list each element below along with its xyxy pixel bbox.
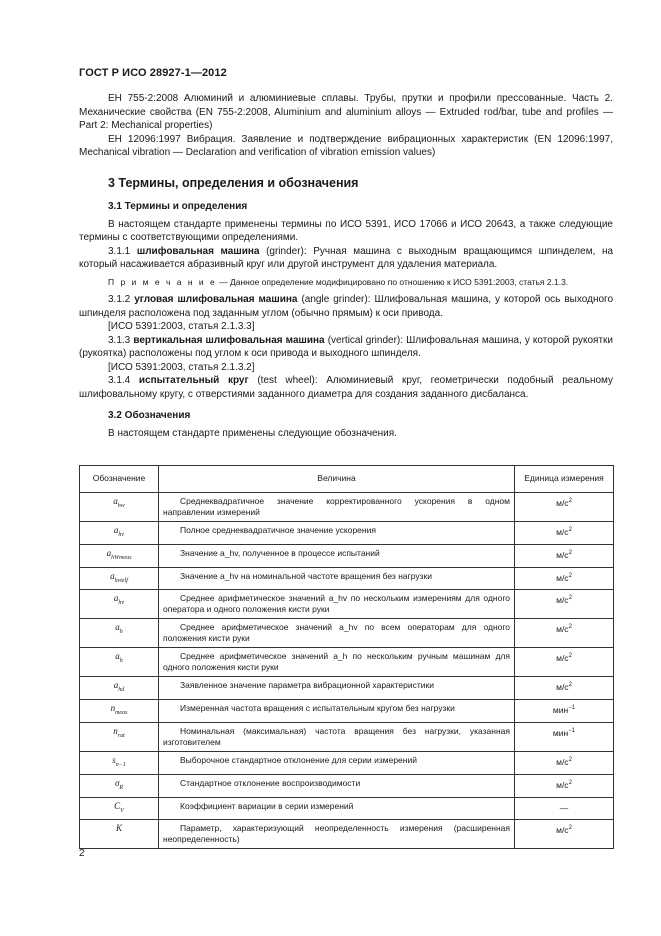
table-row [80, 700, 614, 723]
unit-cell: $м/с^2$ [515, 522, 614, 545]
unit-cell: $м/с^2$ [515, 774, 614, 797]
quantity-cell: Среднее арифметическое значений a_hv по нескольким измерениям для одного оператора и одного положения кисти руки [159, 590, 515, 619]
page-header: ГОСТ Р ИСО 28927-1—2012 [79, 67, 227, 79]
table-row [80, 648, 614, 677]
term-name: шлифовальная машина [136, 245, 260, 257]
table-row [80, 820, 614, 849]
table-row [80, 751, 614, 774]
document-body [79, 92, 613, 440]
symbols-table [79, 465, 614, 849]
table-row [80, 590, 614, 619]
symbol-cell: $a_{hvtelf}$ [80, 567, 159, 590]
term-name: угловая шлифовальная машина [134, 294, 298, 305]
quantity-cell: Среднее арифметическое значений a_hv по всем операторам для одного положения кисти руки [159, 619, 515, 648]
table-row [80, 774, 614, 797]
unit-cell: $м/с^2$ [515, 544, 614, 567]
term-3-1-4: 3.1.4 испытательный круг (test wheel): Алюминиевый круг, геометрически подобный реальному шлифовальному кругу, с отверстиями заданного диаметра для создания заданного дисбаланса. [79, 375, 614, 400]
unit-cell: мин$^{-1}$ [515, 722, 614, 751]
quantity-cell: Заявленное значение параметра вибрационной характеристики [159, 677, 515, 700]
symbol-cell: $a_{hv}$ [80, 590, 159, 619]
table-row [80, 567, 614, 590]
section-3-2-title: 3.2 Обозначения [108, 410, 191, 421]
section-3-1-intro: В настоящем стандарте применены термины по ИСО 5391, ИСО 17066 и ИСО 20643, а также следующие термины с соответствующими определениями. [79, 218, 613, 243]
unit-cell: $м/с^2$ [515, 619, 614, 648]
unit-cell: $м/с^2$ [515, 677, 614, 700]
symbol-cell: $s_{n-1}$ [80, 751, 159, 774]
table-row [80, 544, 614, 567]
header-unit: Единица измерения [515, 466, 614, 493]
section-3-1-title: 3.1 Термины и определения [108, 201, 248, 212]
quantity-cell: Полное среднеквадратичное значение ускорения [159, 522, 515, 545]
section-3-2-intro: В настоящем стандарте применены следующие обозначения. [108, 427, 397, 439]
symbol-cell: $a_h$ [80, 619, 159, 648]
symbol-cell: $a_{hv}$ [80, 522, 159, 545]
quantity-cell: Среднеквадратичное значение корректированного ускорения в одном направлении измерений [159, 493, 515, 522]
reference-en12096: ЕН 12096:1997 Вибрация. Заявление и подтверждение вибрационных характеристик (EN 12096:1997, Mechanical vibration — Declaration and verification of vibration emission values) [79, 133, 613, 158]
symbol-cell: K [80, 820, 159, 849]
quantity-cell: Параметр, характеризующий неопределенность измерения (расширенная неопределенность) [159, 820, 515, 849]
term-3-1-3-ref: [ИСО 5391:2003, статья 2.1.3.2] [108, 361, 255, 373]
table-row [80, 722, 614, 751]
page-number: 2 [79, 848, 85, 859]
unit-cell: $м/с^2$ [515, 590, 614, 619]
unit-cell: $м/с^2$ [515, 648, 614, 677]
quantity-cell: Значение a_hv, полученное в процессе испытаний [159, 544, 515, 567]
reference-en755: ЕН 755-2:2008 Алюминий и алюминиевые сплавы. Трубы, прутки и профили прессованные. Часть 2. Механические свойства (EN 755-2:2008, Aluminium and aluminium alloys — Extruded rod/bar, tube and profiles — Part 2: Mechanical properties) [79, 93, 613, 131]
note: П р и м е ч а н и е — Данное определение модифицировано по отношению к ИСО 5391:2003, статья 2.1.3. [108, 276, 569, 287]
quantity-cell: Стандартное отклонение воспроизводимости [159, 774, 515, 797]
symbol-cell: $a_{hd}$ [80, 677, 159, 700]
header-quantity: Величина [159, 466, 515, 493]
table-row [80, 493, 614, 522]
unit-cell: $м/с^2$ [515, 567, 614, 590]
unit-cell: $м/с^2$ [515, 493, 614, 522]
term-name: вертикальная шлифовальная машина [133, 334, 325, 346]
unit-cell: $м/с^2$ [515, 820, 614, 849]
symbol-cell: $n_{rat}$ [80, 722, 159, 751]
term-3-1-3: 3.1.3 вертикальная шлифовальная машина (vertical grinder): Шлифовальная машина, у которой рукоятки (рукоятка) расположены под углом к оси привода и выходного шпинделя. [79, 334, 614, 359]
term-3-1-2-ref: [ИСО 5391:2003, статья 2.1.3.3] [108, 321, 255, 332]
symbol-cell: $a_{hWmeas}$ [80, 544, 159, 567]
unit-cell: — [515, 797, 614, 820]
quantity-cell: Коэффициент вариации в серии измерений [159, 797, 515, 820]
table-row [80, 619, 614, 648]
section-3-title: 3 Термины, определения и обозначения [108, 175, 359, 190]
quantity-cell: Номинальная (максимальная) частота вращения без нагрузки, указанная изготовителем [159, 722, 515, 751]
quantity-cell: Измеренная частота вращения с испытательным кругом без нагрузки [159, 700, 515, 723]
term-3-1-1: 3.1.1 шлифовальная машина (grinder): Ручная машина с выходным вращающимся шпинделем, на который насаживается абразивный круг или другой инструмент для удаления материала. [79, 245, 614, 270]
symbol-cell: $\sigma_R$ [80, 774, 159, 797]
symbol-cell: $a_h$ [80, 648, 159, 677]
unit-cell: $м/с^2$ [515, 751, 614, 774]
unit-cell: мин$^{-1}$ [515, 700, 614, 723]
term-3-1-2: 3.1.2 угловая шлифовальная машина (angle grinder): Шлифовальная машина, у которой ось выходного шпинделя расположена под заданным углом (обычно прямым) к оси привода. [79, 294, 614, 319]
table-row [80, 797, 614, 820]
table-header-row [80, 466, 614, 493]
table-row [80, 677, 614, 700]
table-row [80, 522, 614, 545]
symbol-cell: $n_{meas}$ [80, 700, 159, 723]
symbol-cell: $a_{hw}$ [80, 493, 159, 522]
quantity-cell: Значение a_hv на номинальной частоте вращения без нагрузки [159, 567, 515, 590]
term-name: испытательный круг [138, 375, 249, 386]
quantity-cell: Среднее арифметическое значений a_h по нескольким ручным машинам для одного положения кисти руки [159, 648, 515, 677]
symbol-cell: $C_V$ [80, 797, 159, 820]
header-symbol: Обозначение [80, 466, 159, 493]
quantity-cell: Выборочное стандартное отклонение для серии измерений [159, 751, 515, 774]
